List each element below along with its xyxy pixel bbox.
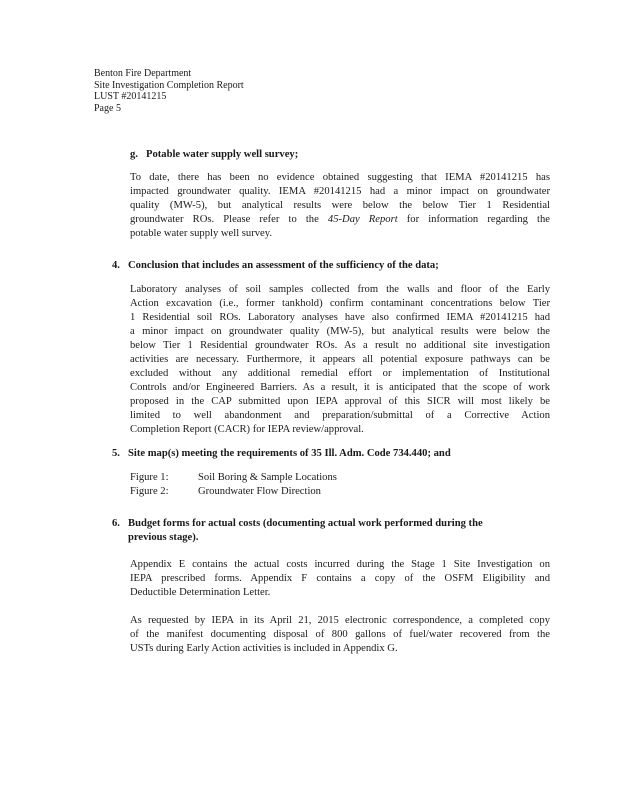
paragraph-line: USTs during Early Action activities is included in Appendix G. xyxy=(130,643,398,654)
line-text: for information regarding the xyxy=(397,214,550,225)
paragraph-line: proposed in the CAP submitted upon IEPA approval of this SICR will most likely be xyxy=(130,396,550,407)
paragraph-line: To date, there has been no evidence obtained suggesting that IEMA #20141215 has xyxy=(130,172,550,183)
section-5-heading xyxy=(112,447,451,461)
figure-label: Figure 1: xyxy=(130,472,169,483)
header-organization: Benton Fire Department xyxy=(94,68,192,79)
paragraph-line: below Tier 1 Residential groundwater ROs. As a result no additional site investigation xyxy=(130,340,550,351)
paragraph-line: limited to well abandonment and preparation/submittal of a Corrective Action xyxy=(130,410,550,421)
header-report-title: Site Investigation Completion Report xyxy=(94,79,244,91)
paragraph-line: quality (MW-5), but analytical results were below the below Tier 1 Residential xyxy=(130,200,550,211)
paragraph-line xyxy=(130,213,550,227)
paragraph-line: excluded without any additional remedial effort or implementation of Institutional xyxy=(130,368,550,379)
section-6-title-line1: Budget forms for actual costs (documenting actual work performed during the xyxy=(128,518,483,529)
paragraph-line: Action excavation (i.e., former tankhold) confirm contaminant concentrations below Tier xyxy=(130,298,550,309)
paragraph-line: IEPA prescribed forms. Appendix F contains a copy of the OSFM Eligibility and xyxy=(130,573,550,584)
section-g-marker: g. xyxy=(130,149,138,160)
section-5-title: Site map(s) meeting the requirements of 35 Ill. Adm. Code 734.440; and xyxy=(128,448,451,459)
paragraph-line: activities are necessary. Furthermore, it appears all potential exposure pathways can be xyxy=(130,354,550,365)
section-4-number: 4. xyxy=(112,260,120,271)
paragraph-line: impacted groundwater quality. IEMA #20141215 had a minor impact on groundwater xyxy=(130,186,550,197)
paragraph-line: Appendix E contains the actual costs incurred during the Stage 1 Site Investigation on xyxy=(130,559,550,570)
section-6-title-line2: previous stage). xyxy=(128,532,199,543)
figure-list-item xyxy=(130,471,337,485)
figure-label: Figure 2: xyxy=(130,486,169,497)
section-6-paragraph-1 xyxy=(130,558,550,600)
section-4-paragraph xyxy=(130,283,550,437)
paragraph-line: Completion Report (CACR) for IEPA review/approval. xyxy=(130,424,364,435)
paragraph-line: Laboratory analyses of soil samples collected from the walls and floor of the Early xyxy=(130,284,550,295)
paragraph-line: a minor impact on groundwater quality (MW-5), but analytical results were below the xyxy=(130,326,550,337)
section-4-heading xyxy=(112,259,439,273)
paragraph-line: Controls and/or Engineered Barriers. As a result, it is anticipated that the scope of work xyxy=(130,382,550,393)
section-6-number: 6. xyxy=(112,518,120,529)
figure-title: Groundwater Flow Direction xyxy=(198,486,321,497)
figure-title: Soil Boring & Sample Locations xyxy=(198,472,337,483)
report-reference: 45-Day Report xyxy=(327,214,398,225)
header-lust-number: LUST #20141215 xyxy=(94,91,167,102)
section-6-heading xyxy=(112,517,483,531)
section-g-heading xyxy=(130,148,298,162)
section-g-paragraph xyxy=(130,171,550,241)
section-g-title: Potable water supply well survey; xyxy=(146,149,299,160)
section-6-heading-cont xyxy=(128,531,198,545)
page-header xyxy=(94,68,394,114)
paragraph-line: 1 Residential soil ROs. Laboratory analyses have also confirmed IEMA #20141215 had xyxy=(130,312,550,323)
header-page-number: Page 5 xyxy=(94,102,121,114)
section-4-title: Conclusion that includes an assessment of the sufficiency of the data; xyxy=(128,260,439,271)
paragraph-line: Deductible Determination Letter. xyxy=(130,587,271,598)
figure-list-item xyxy=(130,485,321,499)
line-text: groundwater ROs. Please refer to the xyxy=(130,214,328,225)
paragraph-line: As requested by IEPA in its April 21, 2015 electronic correspondence, a completed copy xyxy=(130,615,550,626)
paragraph-line: potable water supply well survey. xyxy=(130,228,272,239)
section-5-number: 5. xyxy=(112,448,120,459)
paragraph-line: of the manifest documenting disposal of 800 gallons of fuel/water recovered from the xyxy=(130,629,550,640)
section-6-paragraph-2 xyxy=(130,614,550,656)
